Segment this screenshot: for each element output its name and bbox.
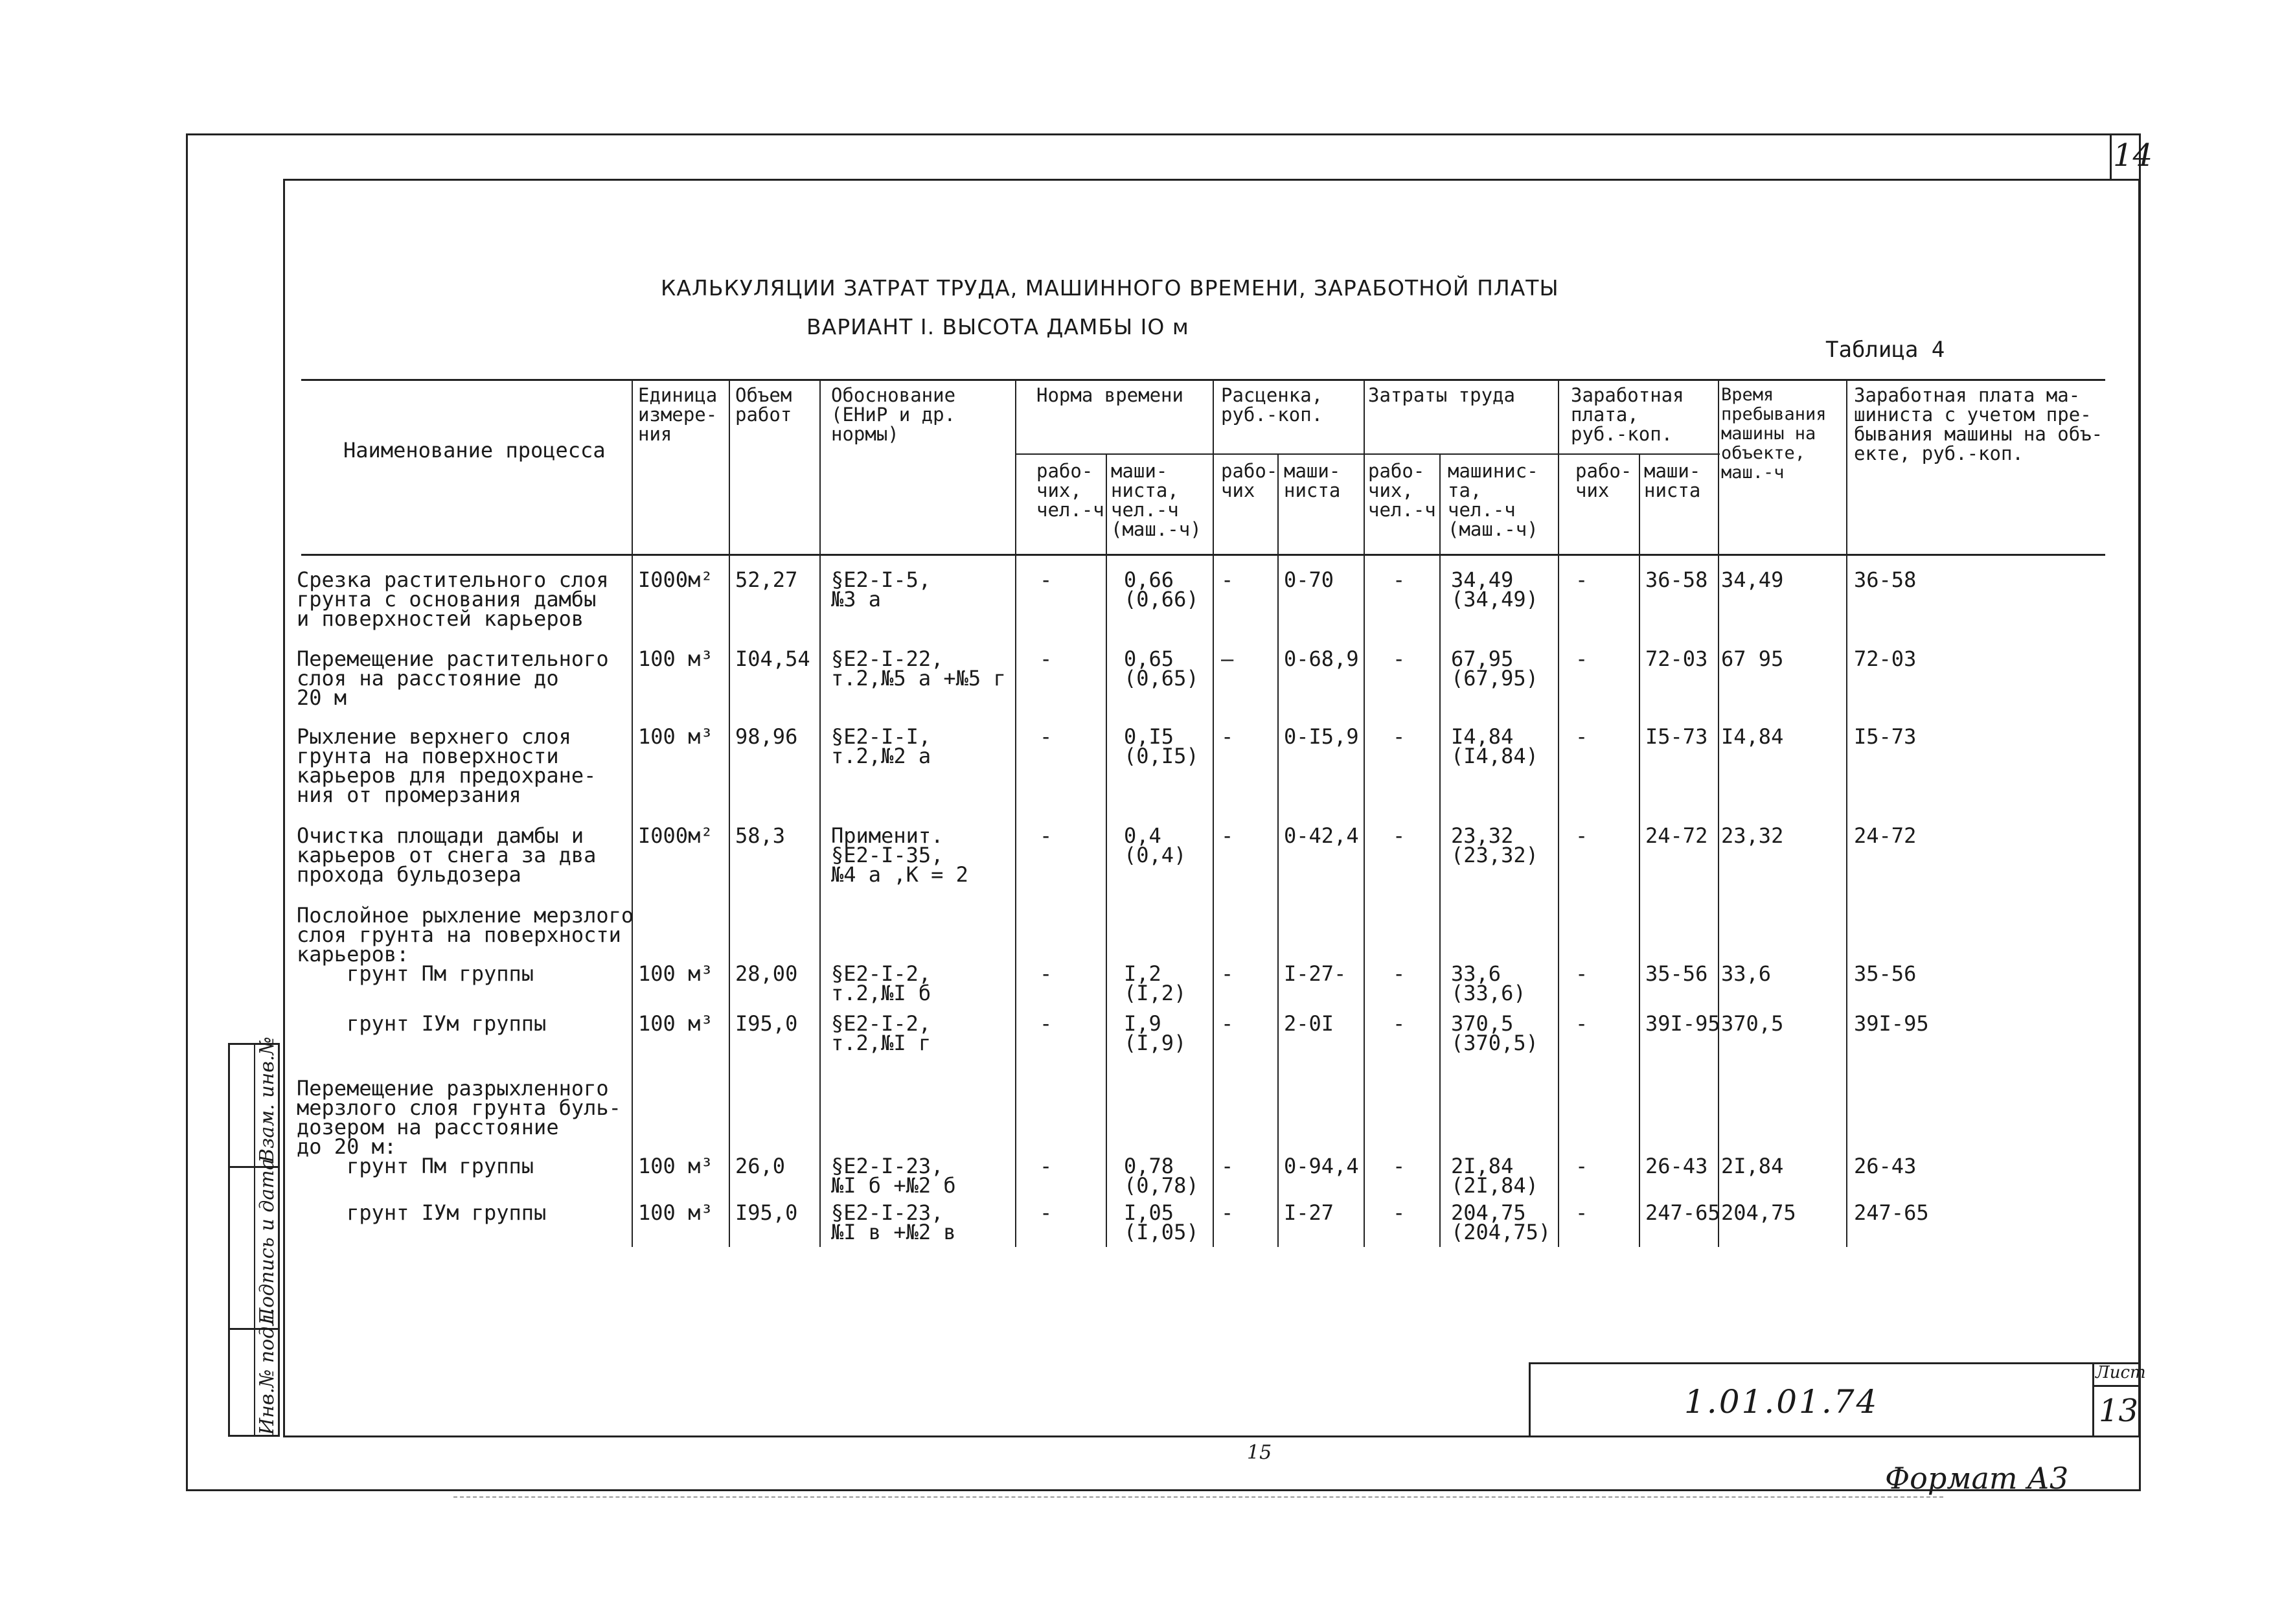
sheet-label: Лист: [2096, 1363, 2146, 1382]
row-time-workers: -: [1040, 1011, 1053, 1036]
row-volume: 26,0: [735, 1154, 786, 1178]
row-time-workers: -: [1040, 823, 1053, 848]
row-rate-machinist: I-27-: [1284, 961, 1347, 986]
row-machinist-wage: 247-65: [1854, 1200, 1929, 1225]
row-rate-machinist: 0-42,4: [1284, 823, 1359, 848]
row-wage-machinist: I5-73: [1645, 724, 1708, 749]
row-rate-machinist: 0-94,4: [1284, 1154, 1359, 1178]
col-line-time-machinist: [1106, 453, 1107, 1247]
row-machine-time: 34,49: [1721, 567, 1784, 592]
row-wage-workers: -: [1575, 724, 1588, 749]
row-labor-workers: -: [1393, 1154, 1406, 1178]
subheader-rule-wage: [1555, 453, 1720, 455]
row-labor-workers: -: [1393, 724, 1406, 749]
row-rate-machinist: 0-70: [1284, 567, 1334, 592]
header-labor-machinist: машинис- та, чел.-ч (маш.-ч): [1448, 460, 1538, 540]
row-time-workers: -: [1040, 646, 1053, 671]
row-time-workers: -: [1040, 724, 1053, 749]
row-process: грунт Пм группы: [297, 1154, 534, 1178]
row-machine-time: 2I,84: [1721, 1154, 1784, 1178]
row-machinist-wage: 35-56: [1854, 961, 1917, 986]
row-basis: §E2-I-I, т.2,№2 а: [831, 724, 931, 768]
row-wage-machinist: 35-56: [1645, 961, 1708, 986]
row-time-workers: -: [1040, 1200, 1053, 1225]
row-machinist-wage: 72-03: [1854, 646, 1917, 671]
row-labor-machinist: 33,6 (33,6): [1451, 961, 1526, 1005]
row-process: Очистка площади дамбы и карьеров от снега за два прохода бульдозера: [297, 823, 597, 887]
header-time-machinist: маши- ниста, чел.-ч (маш.-ч): [1111, 460, 1202, 540]
row-wage-workers: -: [1575, 567, 1588, 592]
header-time-workers: рабо- чих, чел.-ч: [1036, 460, 1104, 521]
row-basis: §E2-I-2, т.2,№I г: [831, 1011, 931, 1055]
row-basis: §E2-I-22, т.2,№5 а +№5 г: [831, 646, 1006, 691]
format-label: Формат А3: [1885, 1461, 2069, 1496]
row-machinist-wage: 26-43: [1854, 1154, 1917, 1178]
row-rate-workers: -: [1221, 724, 1234, 749]
row-rate-workers: -: [1221, 1011, 1234, 1036]
row-time-machinist: I,05 (I,05): [1124, 1200, 1199, 1244]
row-volume: I04,54: [735, 646, 810, 671]
row-process: грунт Пм группы: [297, 961, 534, 986]
row-process: грунт IУм группы: [297, 1200, 547, 1225]
document-code: 1.01.01.74: [1684, 1383, 1879, 1421]
header-wage: Заработная плата, руб.-коп.: [1571, 384, 1684, 445]
side-label-replace: Взам. инв.№: [256, 1036, 279, 1163]
row-rate-workers: -: [1221, 823, 1234, 848]
col-line-machinist-wage: [1846, 379, 1847, 1247]
header-basis: Обоснование (ЕНиР и др. нормы): [831, 384, 956, 445]
row-basis: §E2-I-23, №I б +№2 б: [831, 1154, 956, 1198]
row-rate-machinist: 0-I5,9: [1284, 724, 1359, 749]
header-wage-workers: рабо- чих: [1575, 460, 1632, 501]
header-rate: Расценка, руб.-коп.: [1221, 384, 1323, 426]
col-line-rate: [1213, 379, 1214, 1247]
row-unit: 100 м³: [638, 1154, 713, 1178]
row-time-machinist: 0,66 (0,66): [1124, 567, 1199, 612]
row-wage-workers: -: [1575, 1154, 1588, 1178]
row-wage-workers: -: [1575, 1011, 1588, 1036]
row-unit: 100 м³: [638, 1200, 713, 1225]
row-time-machinist: 0,4 (0,4): [1124, 823, 1187, 867]
side-stamp-divider: [254, 1043, 255, 1437]
row-wage-workers: -: [1575, 646, 1588, 671]
row-time-workers: -: [1040, 1154, 1053, 1178]
row-wage-machinist: 247-65: [1645, 1200, 1720, 1225]
row-volume: I95,0: [735, 1200, 798, 1225]
row-process: Послойное рыхление мерзлого слоя грунта на поверхности карьеров:: [297, 903, 634, 966]
row-wage-machinist: 24-72: [1645, 823, 1708, 848]
col-line-unit: [632, 379, 633, 1247]
row-wage-machinist: 39I-95: [1645, 1011, 1720, 1036]
header-rate-machinist: маши- ниста: [1284, 460, 1341, 501]
header-wage-machinist: маши- ниста: [1644, 460, 1701, 501]
row-unit: 100 м³: [638, 1011, 713, 1036]
header-machine-time: Время пребывания машины на объекте, маш.-ч: [1721, 385, 1827, 483]
row-labor-machinist: 23,32 (23,32): [1451, 823, 1538, 867]
row-time-workers: -: [1040, 961, 1053, 986]
row-unit: I000м²: [638, 823, 713, 848]
row-time-machinist: I,2 (I,2): [1124, 961, 1187, 1005]
row-rate-machinist: 0-68,9: [1284, 646, 1359, 671]
row-rate-workers: -: [1221, 1154, 1234, 1178]
side-label-signature: Подпись и дата: [256, 1158, 279, 1325]
header-labor-workers: рабо- чих, чел.-ч: [1368, 460, 1436, 521]
row-basis: Применит. §E2-I-35, №4 а ,К = 2: [831, 823, 968, 887]
sheet-number: 13: [2099, 1393, 2139, 1429]
col-line-wage-machinist: [1639, 453, 1640, 1247]
row-process: Рыхление верхнего слоя грунта на поверхности карьеров для предохране- ния от промерзания: [297, 724, 597, 807]
row-machinist-wage: 36-58: [1854, 567, 1917, 592]
row-basis: §E2-I-2, т.2,№I б: [831, 961, 931, 1005]
row-labor-machinist: 204,75 (204,75): [1451, 1200, 1551, 1244]
header-volume: Объем работ: [735, 384, 792, 426]
row-machinist-wage: 39I-95: [1854, 1011, 1929, 1036]
row-wage-workers: -: [1575, 823, 1588, 848]
col-line-labor: [1364, 379, 1365, 1247]
header-rate-workers: рабо- чих: [1221, 460, 1278, 501]
row-rate-workers: -: [1221, 961, 1234, 986]
row-machinist-wage: 24-72: [1854, 823, 1917, 848]
row-labor-machinist: 370,5 (370,5): [1451, 1011, 1538, 1055]
row-volume: 58,3: [735, 823, 786, 848]
sheet-inner-frame: [283, 179, 2140, 1437]
row-labor-machinist: 67,95 (67,95): [1451, 646, 1538, 691]
header-time-norm: Норма времени: [1036, 384, 1183, 406]
row-labor-machinist: I4,84 (I4,84): [1451, 724, 1538, 768]
row-volume: I95,0: [735, 1011, 798, 1036]
page-number: 15: [1247, 1441, 1272, 1464]
row-volume: 52,27: [735, 567, 798, 592]
row-rate-workers: -: [1221, 1200, 1234, 1225]
row-unit: 100 м³: [638, 724, 713, 749]
col-line-rate-machinist: [1277, 453, 1279, 1247]
row-wage-workers: -: [1575, 961, 1588, 986]
row-rate-machinist: I-27: [1284, 1200, 1334, 1225]
col-line-machine-time: [1718, 379, 1719, 1247]
row-unit: 100 м³: [638, 646, 713, 671]
row-machine-time: 204,75: [1721, 1200, 1796, 1225]
row-labor-workers: -: [1393, 961, 1406, 986]
row-labor-workers: -: [1393, 1200, 1406, 1225]
header-unit: Единица измере- ния: [638, 384, 718, 445]
row-machinist-wage: I5-73: [1854, 724, 1917, 749]
row-labor-machinist: 2I,84 (2I,84): [1451, 1154, 1538, 1198]
row-labor-workers: -: [1393, 1011, 1406, 1036]
row-rate-workers: —: [1221, 646, 1234, 671]
header-machinist-wage: Заработная плата ма- шиниста с учетом пре- бывания машины на объ- екте, руб.-коп.: [1854, 384, 2103, 464]
row-time-machinist: 0,65 (0,65): [1124, 646, 1199, 691]
header-process: Наименование процесса: [343, 438, 606, 463]
col-line-wage: [1558, 379, 1559, 1247]
side-label-inv: Инв.№ подл.: [256, 1308, 279, 1435]
row-volume: 98,96: [735, 724, 798, 749]
col-line-basis: [819, 379, 821, 1247]
row-time-workers: -: [1040, 567, 1053, 592]
row-machine-time: 33,6: [1721, 961, 1772, 986]
row-process: Срезка растительного слоя грунта с основания дамбы и поверхностей карьеров: [297, 567, 609, 631]
header-labor: Затраты труда: [1368, 384, 1515, 406]
document-title: КАЛЬКУЛЯЦИИ ЗАТРАТ ТРУДА, МАШИННОГО ВРЕМЕНИ, ЗАРАБОТНОЙ ПЛАТЫ: [661, 275, 1559, 301]
row-process: Перемещение разрыхленного мерзлого слоя грунта буль- дозером на расстояние до 20 м:: [297, 1076, 621, 1159]
header-bottom-rule: [301, 554, 2105, 556]
title-block-divider-h: [2092, 1385, 2140, 1387]
row-rate-workers: -: [1221, 567, 1234, 592]
document-subtitle: ВАРИАНТ I. ВЫСОТА ДАМБЫ IO м: [806, 314, 1189, 339]
row-basis: §E2-I-5, №3 а: [831, 567, 931, 612]
row-labor-workers: -: [1393, 646, 1406, 671]
row-volume: 28,00: [735, 961, 798, 986]
row-wage-workers: -: [1575, 1200, 1588, 1225]
row-labor-workers: -: [1393, 823, 1406, 848]
row-machine-time: 23,32: [1721, 823, 1784, 848]
title-block-divider: [2092, 1362, 2094, 1437]
corner-number: 14: [2113, 137, 2153, 174]
col-line-labor-machinist: [1439, 453, 1441, 1247]
table-number: Таблица 4: [1825, 337, 1945, 363]
row-wage-machinist: 36-58: [1645, 567, 1708, 592]
row-machine-time: 67 95: [1721, 646, 1784, 671]
row-wage-machinist: 72-03: [1645, 646, 1708, 671]
row-machine-time: I4,84: [1721, 724, 1784, 749]
row-labor-machinist: 34,49 (34,49): [1451, 567, 1538, 612]
row-process: грунт IУм группы: [297, 1011, 547, 1036]
row-time-machinist: I,9 (I,9): [1124, 1011, 1187, 1055]
row-basis: §E2-I-23, №I в +№2 в: [831, 1200, 956, 1244]
col-line-volume: [729, 379, 730, 1247]
row-labor-workers: -: [1393, 567, 1406, 592]
row-time-machinist: 0,78 (0,78): [1124, 1154, 1199, 1198]
row-unit: I000м²: [638, 567, 713, 592]
row-wage-machinist: 26-43: [1645, 1154, 1708, 1178]
row-rate-machinist: 2-0I: [1284, 1011, 1334, 1036]
row-process: Перемещение растительного слоя на расстояние до 20 м: [297, 646, 609, 710]
row-unit: 100 м³: [638, 961, 713, 986]
table-top-rule: [301, 379, 2105, 381]
col-line-time-norm: [1015, 379, 1016, 1247]
scan-artifact-line: [453, 1496, 1943, 1499]
row-time-machinist: 0,I5 (0,I5): [1124, 724, 1199, 768]
row-machine-time: 370,5: [1721, 1011, 1784, 1036]
